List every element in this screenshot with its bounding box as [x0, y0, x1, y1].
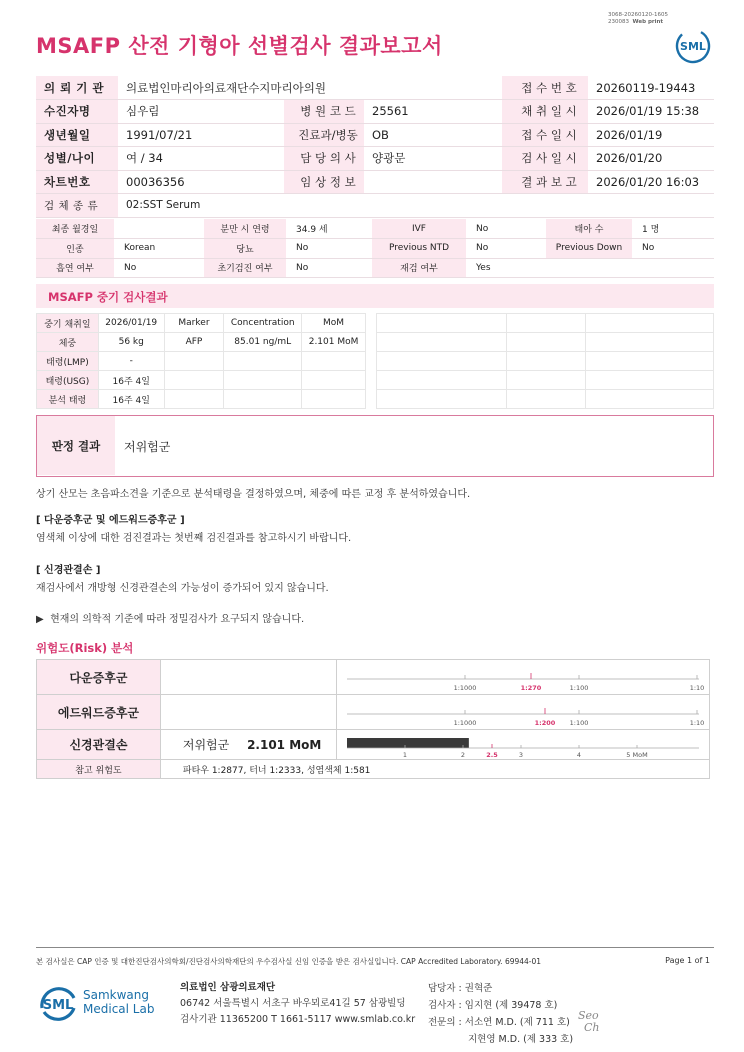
name-label: 수진자명 [36, 100, 118, 124]
clinical-label: 임 상 정 보 [284, 170, 364, 194]
hosp-code-label: 병 원 코 드 [284, 100, 364, 124]
weight-value: 56 kg [98, 333, 164, 352]
prev-ntd-label: Previous NTD [372, 239, 466, 259]
race-label: 인종 [36, 239, 114, 259]
dept-label: 진료과/병동 [284, 123, 364, 147]
age-delivery-value: 34.9 세 [286, 219, 372, 239]
ref-risk-label: 참고 위험도 [37, 760, 161, 779]
report-value: 2026/01/20 16:03 [588, 170, 714, 194]
chart-value: 00036356 [118, 170, 284, 194]
mid-results-empty-grid [376, 313, 714, 409]
report-title: MSAFP 산전 기형아 선별검사 결과보고서 [36, 34, 443, 58]
receipt-no-value: 20260119-19443 [588, 76, 714, 100]
page-number: Page 1 of 1 [665, 956, 710, 965]
ntd-tick-label: 2 [460, 751, 465, 758]
dob-label: 생년월일 [36, 123, 118, 147]
org-info [180, 980, 415, 1028]
fetus-value: 1 명 [632, 219, 714, 239]
footer-divider [36, 947, 714, 948]
edwards-tick-label: 1:10 [689, 719, 705, 727]
down-scale-svg [337, 660, 709, 693]
ntd-risk-scale [336, 730, 709, 760]
concentration-header: Concentration [224, 314, 302, 333]
doc-code-2: 230083 [608, 19, 630, 25]
down-tick-label: 1:100 [569, 684, 589, 692]
ntd-label: 신경관결손 [37, 730, 161, 760]
analysis-ga-value: 16주 4일 [98, 390, 164, 409]
edwards-tick-label: 1:100 [569, 719, 589, 727]
smoking-value: No [114, 258, 204, 278]
specimen-label: 검 체 종 류 [36, 194, 118, 218]
ntd-mom-value: 2.101 MoM [247, 738, 322, 752]
down-syndrome-title: [ 다운증후군 및 에드워드증후군 ] [36, 515, 185, 526]
logo-name [83, 988, 154, 1016]
judgement-label: 판정 결과 [37, 416, 115, 475]
collect-value: 2026/01/19 15:38 [588, 100, 714, 124]
edwards-cutoff-label: 1:200 [534, 719, 556, 727]
comment-line: 상기 산모는 초음파소견을 기준으로 분석태령을 결정하였으며, 체중에 따른 교정 후 분석하였습니다. [36, 489, 471, 500]
lmp-ga-label: 태령(LMP) [37, 352, 99, 371]
dob-value: 1991/07/21 [118, 123, 284, 147]
recommendation-text: 현재의 의학적 기준에 따라 정밀검사가 요구되지 않습니다. [50, 614, 305, 625]
document-code [608, 12, 668, 26]
down-label: 다운증후군 [37, 660, 161, 695]
ref-risk-value: 파타우 1:2877, 터너 1:2333, 성염색체 1:581 [160, 760, 709, 779]
down-syndrome-text: 염색체 이상에 대한 검진결과는 첫번째 검진결과를 참고하시기 바랍니다. [36, 533, 352, 544]
judgement-box [36, 415, 714, 477]
receipt-no-label: 접 수 번 호 [502, 76, 588, 100]
ntd-scale-svg [337, 730, 709, 758]
section-title: MSAFP 중기 검사결과 [48, 290, 168, 304]
patient-info-table [36, 76, 714, 218]
org-contact: 검사기관 11365200 T 1661-5117 www.smlab.co.kr [180, 1014, 416, 1025]
ntd-tick-label: 4 [576, 751, 581, 758]
mid-results-section-header [36, 284, 714, 308]
lmp-ga-value: - [98, 352, 164, 371]
staff-manager: 담당자 : 권혁준 [428, 983, 493, 994]
race-value: Korean [114, 239, 204, 259]
down-risk-scale [336, 660, 709, 695]
prev-down-label: Previous Down [546, 239, 632, 259]
ntd-text: 재검사에서 개방형 신경관결손의 가능성이 증가되어 있지 않습니다. [36, 583, 329, 594]
marker-value: AFP [164, 333, 224, 352]
down-tick-label: 1:10 [689, 684, 705, 692]
doctor-label: 담 당 의 사 [284, 147, 364, 171]
prev-down-value: No [632, 239, 714, 259]
risk-table [36, 659, 710, 779]
marker-header: Marker [164, 314, 224, 333]
early-test-value: No [286, 258, 372, 278]
logo-name-2: Medical Lab [83, 1002, 155, 1016]
arrow-icon: ▶ [36, 614, 44, 625]
lmp-label: 최종 월경일 [36, 219, 114, 239]
edwards-risk-scale [336, 695, 709, 730]
doctor-value: 양광문 [364, 147, 502, 171]
usg-ga-label: 태령(USG) [37, 371, 99, 390]
sml-logo-icon [675, 28, 711, 64]
ntd-mom-bar [347, 738, 469, 748]
collect-label: 중기 채취일 [37, 314, 99, 333]
ivf-label: IVF [372, 219, 466, 239]
usg-ga-value: 16주 4일 [98, 371, 164, 390]
fetus-label: 태아 수 [546, 219, 632, 239]
receipt-date-value: 2026/01/19 [588, 123, 714, 147]
collect-value: 2026/01/19 [98, 314, 164, 333]
clinical-value [364, 170, 502, 194]
early-test-label: 초기검진 여부 [204, 258, 286, 278]
empty-cell [546, 258, 632, 278]
mid-results-table [36, 313, 366, 409]
ntd-tick-label: 3 [518, 751, 523, 758]
risk-title: 위험도(Risk) 분석 [36, 641, 134, 655]
lmp-value [114, 219, 204, 239]
ntd-result-text: 저위험군 [182, 738, 230, 752]
logo-sml-text: SML [42, 998, 74, 1013]
collect-label: 채 취 일 시 [502, 100, 588, 124]
edwards-scale-svg [337, 695, 709, 728]
edwards-label: 에드워드증후군 [37, 695, 161, 730]
report-label: 결 과 보 고 [502, 170, 588, 194]
prev-ntd-value: No [466, 239, 546, 259]
receipt-date-label: 접 수 일 시 [502, 123, 588, 147]
edwards-tick-label: 1:1000 [453, 719, 477, 727]
logo-name-1: Samkwang [83, 988, 149, 1002]
signature-2: Ch [584, 1021, 600, 1034]
sexage-value: 여 / 34 [118, 147, 284, 171]
test-date-label: 검 사 일 시 [502, 147, 588, 171]
signature-1: Seo [578, 1009, 599, 1022]
staff-info [428, 980, 573, 1048]
age-delivery-label: 분만 시 연령 [204, 219, 286, 239]
ntd-tick-label: 2.5 [486, 751, 498, 758]
concentration-value: 85.01 ng/mL [224, 333, 302, 352]
clinical-info-table [36, 219, 714, 278]
ntd-title: [ 신경관결손 ] [36, 565, 101, 576]
sml-logo-icon [36, 982, 80, 1026]
ntd-tick-label: 5 MoM [626, 751, 648, 758]
down-cutoff-label: 1:270 [520, 684, 542, 692]
recommendation [36, 610, 304, 625]
judgement-value: 저위험군 [124, 440, 171, 454]
hosp-code-value: 25561 [364, 100, 502, 124]
analysis-ga-label: 분석 태령 [37, 390, 99, 409]
staff-tester: 검사자 : 임지현 (제 39478 호) [428, 1000, 558, 1011]
weight-label: 체중 [37, 333, 99, 352]
diabetes-label: 당뇨 [204, 239, 286, 259]
org-name: 의료법인 삼광의료재단 [180, 982, 276, 993]
company-logo [36, 982, 156, 1026]
staff-specialist-2: 지현영 M.D. (제 333 호) [468, 1034, 574, 1045]
doc-code-1: 3068-20260120-1605 [608, 12, 668, 18]
retest-label: 재검 여부 [372, 258, 466, 278]
down-tick-label: 1:1000 [453, 684, 477, 692]
mom-value: 2.101 MoM [302, 333, 366, 352]
name-value: 심우림 [118, 100, 284, 124]
signature [578, 1010, 600, 1034]
test-date-value: 2026/01/20 [588, 147, 714, 171]
dept-value: OB [364, 123, 502, 147]
specimen-value: 02:SST Serum [118, 194, 714, 218]
staff-specialist-1: 전문의 : 서소연 M.D. (제 711 호) [428, 1017, 570, 1028]
web-print-label: Web print [632, 19, 664, 25]
ntd-tick-label: 1 [402, 751, 407, 758]
sexage-label: 성별/나이 [36, 147, 118, 171]
mom-header: MoM [302, 314, 366, 333]
retest-value: Yes [466, 258, 546, 278]
diabetes-value: No [286, 239, 372, 259]
accreditation-note: 본 검사실은 CAP 인증 및 대한진단검사의학회/진단검사의학재단의 우수검사실 신임 인증을 받은 검사실입니다. CAP Accredited Laboratory. 69944-01 [36, 957, 542, 966]
hospital-label: 의 뢰 기 관 [36, 76, 118, 100]
logo-text: SML [680, 40, 706, 53]
ntd-result [160, 730, 336, 760]
ivf-value: No [466, 219, 546, 239]
chart-label: 차트번호 [36, 170, 118, 194]
empty-cell [632, 258, 714, 278]
org-address: 06742 서울특별시 서초구 바우뫼로41길 57 삼광빌딩 [180, 998, 406, 1009]
smoking-label: 흡연 여부 [36, 258, 114, 278]
hospital-value: 의료법인마리아의료재단수지마리아의원 [118, 76, 502, 100]
